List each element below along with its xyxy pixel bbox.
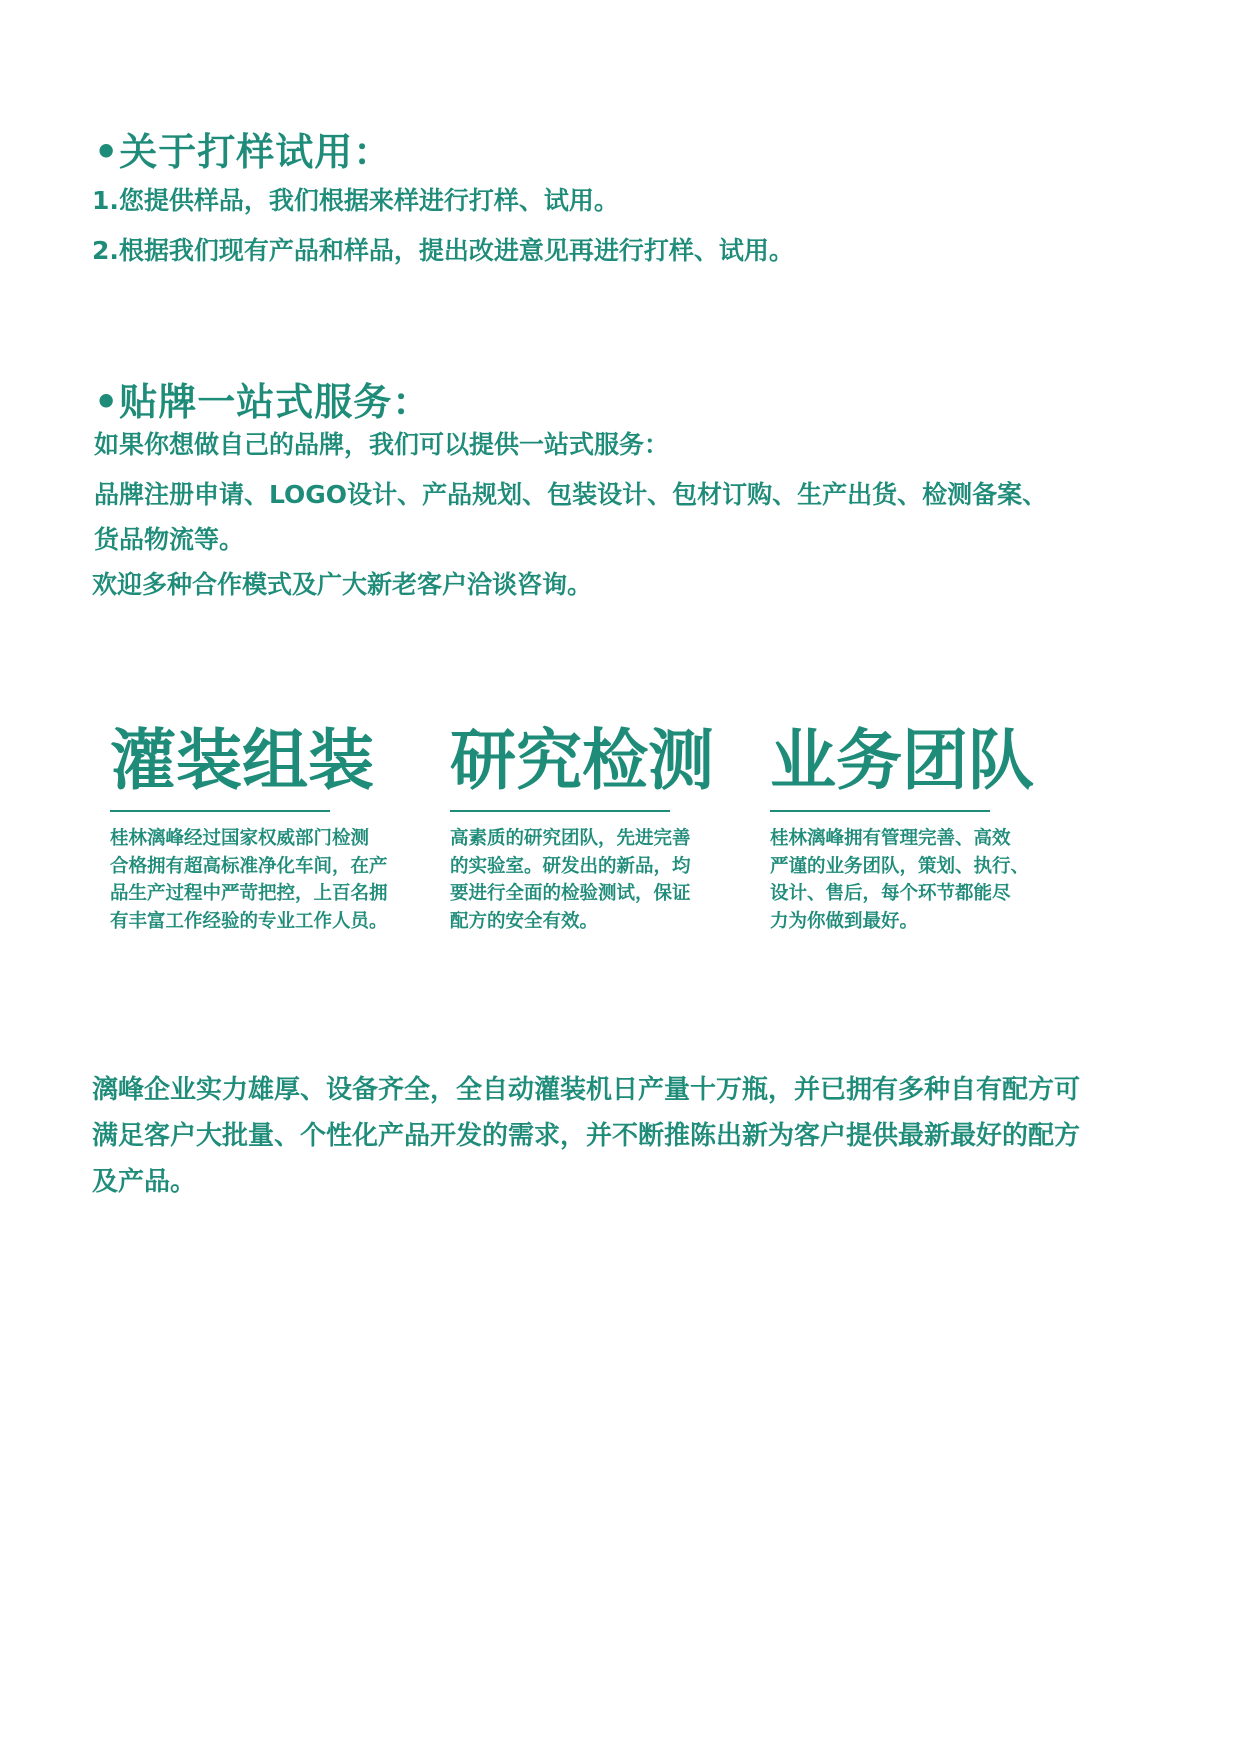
closing-line-3: 及产品。: [92, 1167, 197, 1197]
section-heading-oem-service: •贴牌一站式服务：: [94, 380, 432, 424]
oem-line-4: 欢迎多种合作模式及广大新老客户洽谈咨询。: [92, 570, 593, 599]
column-research-testing: [450, 722, 714, 932]
column-divider: [770, 810, 990, 812]
column-text-line: 配方的安全有效。: [450, 910, 599, 932]
oem-line-2: 品牌注册申请、LOGO设计、产品规划、包装设计、包材订购、生产出货、检测备案、: [94, 480, 1048, 509]
section-heading-sampling: •关于打样试用：: [94, 130, 393, 174]
column-title: 研究检测: [450, 722, 714, 799]
column-divider: [110, 810, 330, 812]
column-text-line: 设计、售后，每个环节都能尽: [770, 883, 1011, 904]
column-text-line: 要进行全面的检验测试，保证: [450, 883, 691, 904]
column-text-line: 桂林漓峰拥有管理完善、高效: [770, 828, 1011, 849]
column-text-line: 高素质的研究团队，先进完善: [450, 828, 691, 849]
column-text-line: 有丰富工作经验的专业工作人员。: [110, 910, 388, 932]
closing-line-2: 满足客户大批量、个性化产品开发的需求，并不断推陈出新为客户提供最新最好的配方: [92, 1121, 1081, 1151]
column-text-line: 品生产过程中严苛把控，上百名拥: [110, 883, 388, 904]
column-divider: [450, 810, 670, 812]
oem-line-1: 如果你想做自己的品牌，我们可以提供一站式服务：: [94, 430, 670, 459]
column-title: 业务团队: [770, 722, 1034, 799]
column-filling-assembly: [110, 722, 388, 932]
closing-line-1: 漓峰企业实力雄厚、设备齐全，全自动灌装机日产量十万瓶，并已拥有多种自有配方可: [92, 1075, 1081, 1105]
oem-line-3: 货品物流等。: [94, 525, 245, 554]
column-text-line: 的实验室。研发出的新品，均: [450, 855, 691, 877]
sampling-line-2: 2.根据我们现有产品和样品，提出改进意见再进行打样、试用。: [92, 236, 794, 265]
column-text-line: 力为你做到最好。: [770, 910, 919, 932]
column-text-line: 合格拥有超高标准净化车间，在产: [110, 855, 388, 877]
column-business-team: [770, 722, 1034, 932]
column-text-line: 严谨的业务团队，策划、执行、: [770, 855, 1030, 877]
sampling-line-1: 1.您提供样品，我们根据来样进行打样、试用。: [92, 186, 619, 215]
column-text-line: 桂林漓峰经过国家权威部门检测: [110, 828, 370, 849]
column-title: 灌装组装: [110, 722, 374, 799]
